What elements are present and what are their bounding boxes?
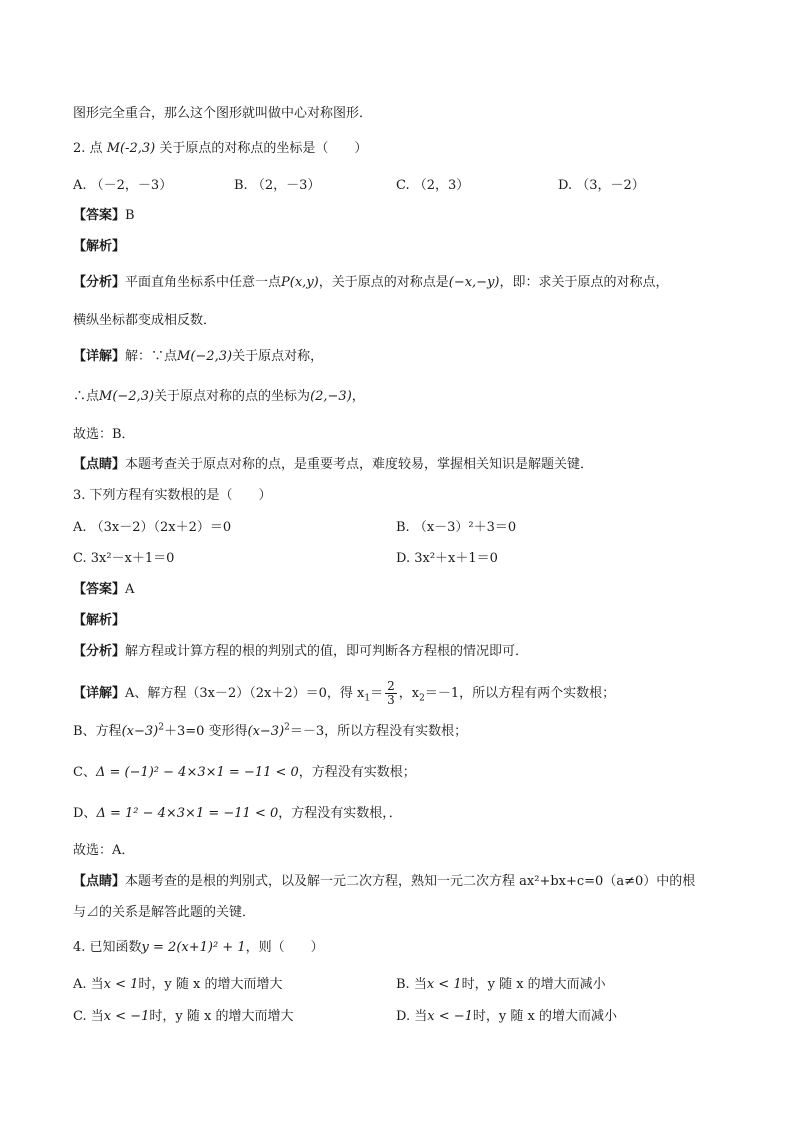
q2-stem-b: 关于原点的对称点的坐标是（ ） [159, 141, 368, 156]
q2-option-b: B. （2，－3） [234, 178, 321, 193]
q3-detail-b [73, 722, 467, 742]
q3-option-c: C. 3x²－x＋1＝0 [73, 551, 175, 566]
q2-option-c: C. （2，3） [396, 178, 470, 193]
q4-option-a-pre: A. 当 [73, 977, 104, 992]
q4-option-c-pre: C. 当 [73, 1009, 104, 1024]
q3-answer-value: A [125, 582, 135, 597]
q2-answer-tag: 【答案】 [73, 208, 126, 223]
q3-detail-b-sup1: 2 [158, 722, 164, 733]
q2-detail-2m: M(−2,3) [99, 389, 155, 404]
q2-analysis-line2: 横纵坐标都变成相反数． [73, 313, 217, 328]
q3-detail-b1: B、方程 [73, 724, 122, 739]
q2-detail-1b: 关于原点对称， [232, 349, 324, 364]
intro-tail: 图形完全重合，那么这个图形就叫做中心对称图形． [73, 106, 373, 121]
q3-jiexi-tag: 【解析】 [73, 613, 126, 628]
q3-detail-b-expr2: (x−3) [247, 724, 285, 739]
q3-detail-a-sub2: 2 [419, 693, 425, 704]
q2-detail-1a: 解：∵点 [125, 349, 178, 364]
q4-stem [73, 938, 324, 958]
q4-option-b-cond: x < 1 [426, 977, 462, 992]
q3-detail-c1: C、 [73, 765, 96, 780]
q3-detail-d1: D、 [73, 806, 97, 821]
q2-analysis-q: (−x,−y) [448, 275, 500, 290]
q2-detail-2c: ， [351, 389, 365, 404]
q3-detail-c-delta: Δ = (−1)² − 4×3×1 = −11 < 0 [95, 765, 299, 780]
q3-remark-tag: 【点睛】 [73, 874, 126, 889]
q2-detail-1 [73, 347, 323, 367]
q2-stem-a: 2. 点 [73, 141, 103, 156]
q3-detail-a [73, 680, 615, 707]
q2-stem-point: M(-2,3) [106, 141, 156, 156]
q2-option-a: A. （－2，－3） [73, 178, 173, 193]
q4-option-d [396, 1007, 617, 1027]
q3-detail-a1: A、解方程（3x－2）（2x＋2）＝0，得 x [125, 686, 365, 701]
q4-stem-b: ，则（ ） [245, 940, 324, 955]
q2-analysis-b: ，关于原点的对称点是 [318, 275, 449, 290]
q2-detail-1m: M(−2,3) [177, 349, 233, 364]
q4-stem-a: 4. 已知函数 [73, 940, 142, 955]
q4-option-c-cond: x < −1 [103, 1009, 150, 1024]
q2-analysis-a: 平面直角坐标系中任意一点 [125, 275, 282, 290]
q2-detail-2r: (2,−3) [310, 389, 352, 404]
q4-option-b-post: 时，y 随 x 的增大而减小 [461, 977, 606, 992]
q3-analysis [73, 642, 528, 662]
q3-option-a: A. （3x－2）（2x＋2）＝0 [73, 520, 232, 535]
q2-detail-2 [73, 387, 365, 407]
q3-option-d: D. 3x²＋x＋1＝0 [396, 551, 498, 566]
fraction-numerator: 2 [387, 679, 395, 693]
q2-answer-value: B [125, 208, 135, 223]
q3-choice: 故选：A． [73, 843, 135, 858]
q3-analysis-text: 解方程或计算方程的根的判别式的值，即可判断各方程根的情况即可． [125, 644, 529, 659]
q4-option-a [73, 975, 283, 995]
q4-option-b-pre: B. 当 [396, 977, 427, 992]
q3-detail-tag: 【详解】 [73, 686, 126, 701]
q3-detail-a3: ＝－1，所以方程有两个实数根； [424, 686, 616, 701]
q2-choice: 故选：B． [73, 427, 135, 442]
q2-detail-2a: ∴点 [73, 389, 100, 404]
q3-answer [73, 580, 134, 600]
q2-analysis-tag: 【分析】 [73, 275, 126, 290]
q3-detail-d2: ，方程没有实数根，． [278, 806, 402, 821]
q4-stem-function: y = 2(x+1)² + 1 [141, 940, 246, 955]
q2-jiexi-tag: 【解析】 [73, 239, 126, 254]
fraction-denominator: 3 [387, 693, 395, 707]
q3-detail-c [73, 763, 416, 783]
q2-answer [73, 206, 135, 226]
q3-detail-d [73, 804, 402, 824]
q3-detail-b-sup2: 2 [284, 722, 290, 733]
q3-detail-b3: ＝－3，所以方程没有实数根； [289, 724, 468, 739]
q2-analysis [73, 273, 669, 293]
q3-detail-c2: ，方程没有实数根； [298, 765, 416, 780]
q3-remark-1 [73, 872, 695, 892]
q2-detail-tag: 【详解】 [73, 349, 126, 364]
q2-stem [73, 139, 367, 159]
q3-remark-text-1: 本题考查的是根的判别式，以及解一元二次方程，熟知一元二次方程 ax²+bx+c=0（a≠0）中的根 [125, 874, 696, 889]
q3-answer-tag: 【答案】 [73, 582, 126, 597]
q4-option-c-post: 时，y 随 x 的增大而增大 [149, 1009, 294, 1024]
q4-option-d-pre: D. 当 [396, 1009, 428, 1024]
q3-detail-a-sub1: 1 [364, 693, 371, 704]
q2-option-d: D. （3，－2） [558, 178, 645, 193]
q4-option-a-post: 时，y 随 x 的增大而增大 [138, 977, 283, 992]
q4-option-d-post: 时，y 随 x 的增大而减小 [472, 1009, 617, 1024]
q2-analysis-p: P(x,y) [281, 275, 319, 290]
q4-option-c [73, 1007, 293, 1027]
q3-remark-2: 与⊿的关系是解答此题的关键． [73, 905, 256, 920]
q3-detail-b2: ＋3=0 变形得 [163, 724, 248, 739]
q3-detail-a-eq: ＝ [370, 686, 384, 701]
q2-detail-2b: 关于原点对称的点的坐标为 [154, 389, 311, 404]
q3-detail-a-fraction [385, 680, 397, 707]
q2-remark [73, 455, 593, 475]
q3-detail-b-expr1: (x−3) [121, 724, 159, 739]
q2-remark-text: 本题考查关于原点对称的点，是重要考点，难度较易，掌握相关知识是解题关键． [125, 457, 594, 472]
q4-option-b [396, 975, 606, 995]
q3-analysis-tag: 【分析】 [73, 644, 126, 659]
q4-option-a-cond: x < 1 [103, 977, 139, 992]
q3-stem: 3. 下列方程有实数根的是（ ） [73, 488, 272, 503]
q3-detail-a2: ，x [398, 686, 420, 701]
q4-option-d-cond: x < −1 [427, 1009, 473, 1024]
q3-option-b: B. （x－3）²＋3＝0 [396, 520, 517, 535]
q3-detail-d-delta: Δ = 1² − 4×3×1 = −11 < 0 [96, 806, 279, 821]
q2-analysis-c: ，即：求关于原点的对称点， [499, 275, 669, 290]
q2-remark-tag: 【点睛】 [73, 457, 126, 472]
